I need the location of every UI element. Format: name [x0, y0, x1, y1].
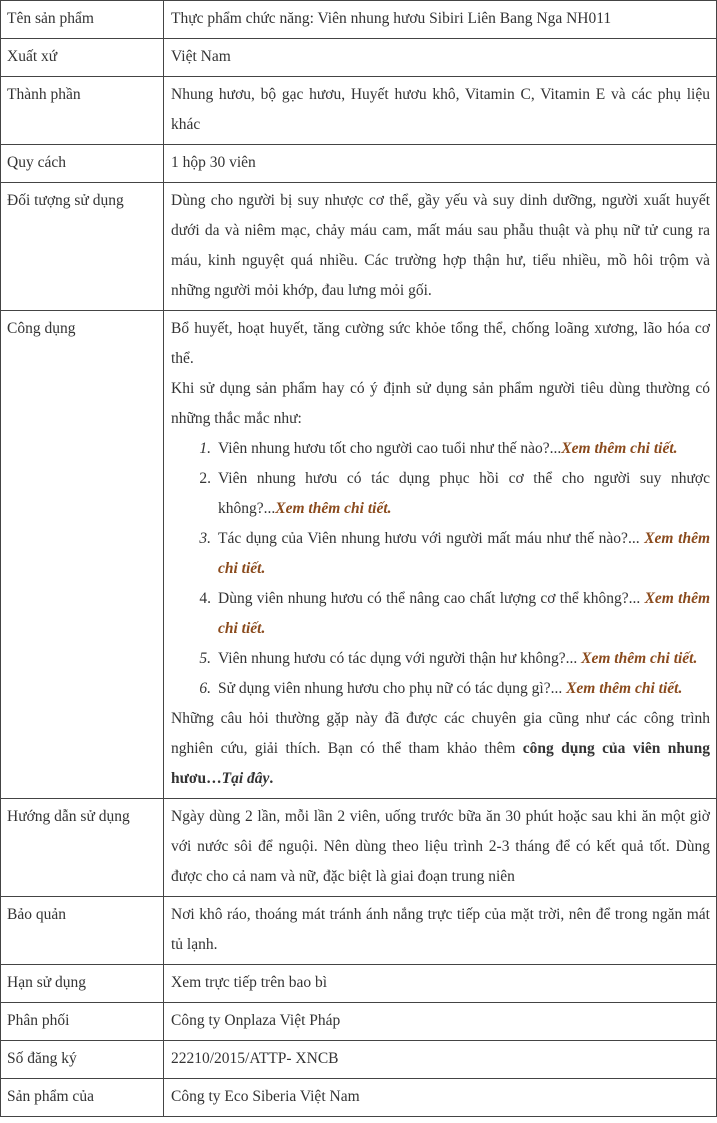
value-expiry: Xem trực tiếp trên bao bì — [164, 965, 717, 1003]
here-link[interactable]: Tại đây — [221, 770, 270, 787]
label-target: Đối tượng sử dụng — [1, 183, 164, 311]
faq-number: 1. — [199, 440, 211, 457]
faq-item — [171, 464, 710, 524]
label-origin: Xuất xứ — [1, 39, 164, 77]
value-origin: Việt Nam — [164, 39, 717, 77]
label-packing: Quy cách — [1, 145, 164, 183]
uses-outro — [171, 704, 710, 794]
uses-intro: Bổ huyết, hoạt huyết, tăng cường sức khỏe tổng thể, chống loãng xương, lão hóa cơ thể. — [171, 320, 710, 367]
row-directions — [1, 799, 717, 897]
label-distributor: Phân phối — [1, 1003, 164, 1041]
label-storage: Bảo quản — [1, 897, 164, 965]
uses-lead: Khi sử dụng sản phẩm hay có ý định sử dụng sản phẩm người tiêu dùng thường có những thắc mắc như: — [171, 380, 710, 427]
value-distributor: Công ty Onplaza Việt Pháp — [164, 1003, 717, 1041]
faq-question: Tác dụng của Viên nhung hươu với người mất máu như thế nào?... — [218, 530, 645, 547]
row-expiry — [1, 965, 717, 1003]
faq-number: 5. — [199, 650, 211, 667]
faq-question: Viên nhung hươu có tác dụng với người thận hư không?... — [218, 650, 582, 667]
row-name — [1, 1, 717, 39]
faq-list — [171, 434, 710, 704]
see-more-link[interactable]: Xem thêm chi tiết. — [566, 680, 683, 697]
value-target: Dùng cho người bị suy nhược cơ thể, gầy yếu và suy dinh dưỡng, người xuất huyết dưới da và niêm mạc, chảy máu cam, mất máu sau phẫu thuật và phụ nữ tử cung ra máu, kinh nguyệt quá nhiều. Các trường hợp thận hư, tiểu nhiều, mồ hôi trộm và những người mỏi khớp, đau lưng mỏi gối. — [164, 183, 717, 311]
uses-outro-bold: công dụng của viên nhung hươu… — [171, 740, 710, 787]
label-name: Tên sản phẩm — [1, 1, 164, 39]
faq-number: 3. — [199, 530, 211, 547]
row-storage — [1, 897, 717, 965]
label-uses: Công dụng — [1, 311, 164, 799]
faq-question: Dùng viên nhung hươu có thể nâng cao chất lượng cơ thể không?... — [218, 590, 645, 607]
faq-item — [171, 674, 710, 704]
value-manufacturer: Công ty Eco Siberia Việt Nam — [164, 1079, 717, 1117]
value-packing: 1 hộp 30 viên — [164, 145, 717, 183]
label-ingredients: Thành phần — [1, 77, 164, 145]
uses-outro-end: . — [269, 770, 274, 787]
see-more-link[interactable]: Xem thêm chi tiết. — [275, 500, 392, 517]
row-uses — [1, 311, 717, 799]
faq-item — [171, 434, 710, 464]
see-more-link[interactable]: Xem thêm chi tiết. — [581, 650, 698, 667]
row-ingredients — [1, 77, 717, 145]
faq-item — [171, 524, 710, 584]
label-directions: Hướng dẫn sử dụng — [1, 799, 164, 897]
row-packing — [1, 145, 717, 183]
faq-item — [171, 644, 710, 674]
label-manufacturer: Sản phẩm của — [1, 1079, 164, 1117]
row-manufacturer — [1, 1079, 717, 1117]
value-ingredients: Nhung hươu, bộ gạc hươu, Huyết hươu khô, Vitamin C, Vitamin E và các phụ liệu khác — [164, 77, 717, 145]
row-target — [1, 183, 717, 311]
faq-number: 2. — [199, 470, 211, 487]
see-more-link[interactable]: Xem thêm chi tiết. — [218, 530, 711, 577]
label-registration: Số đăng ký — [1, 1041, 164, 1079]
row-registration — [1, 1041, 717, 1079]
value-directions: Ngày dùng 2 lần, mỗi lần 2 viên, uống trước bữa ăn 30 phút hoặc sau khi ăn một giờ với nước sôi để nguội. Nên dùng theo liệu trình 2-3 tháng để có kết quả tốt. Dùng được cho cả nam và nữ, đặc biệt là giai đoạn trung niên — [164, 799, 717, 897]
see-more-link[interactable]: Xem thêm chi tiết. — [218, 590, 710, 637]
faq-number: 4. — [199, 590, 211, 607]
faq-number: 6. — [199, 680, 211, 697]
see-more-link[interactable]: Xem thêm chi tiết. — [561, 440, 678, 457]
faq-question: Sử dụng viên nhung hươu cho phụ nữ có tác dụng gì?... — [218, 680, 567, 697]
value-registration: 22210/2015/ATTP- XNCB — [164, 1041, 717, 1079]
row-origin — [1, 39, 717, 77]
faq-question: Viên nhung hươu tốt cho người cao tuổi như thế nào?... — [218, 440, 562, 457]
uses-outro-text: Những câu hỏi thường gặp này đã được các chuyên gia cũng như các công trình nghiên cứu, giải thích. Bạn có thể tham khảo thêm — [171, 710, 710, 757]
label-expiry: Hạn sử dụng — [1, 965, 164, 1003]
value-name: Thực phẩm chức năng: Viên nhung hươu Sibiri Liên Bang Nga NH011 — [164, 1, 717, 39]
faq-item — [171, 584, 710, 644]
value-uses — [164, 311, 717, 799]
faq-question: Viên nhung hươu có tác dụng phục hồi cơ thể cho người suy nhược không?... — [218, 470, 710, 517]
row-distributor — [1, 1003, 717, 1041]
value-storage: Nơi khô ráo, thoáng mát tránh ánh nắng trực tiếp của mặt trời, nên để trong ngăn mát tủ lạnh. — [164, 897, 717, 965]
